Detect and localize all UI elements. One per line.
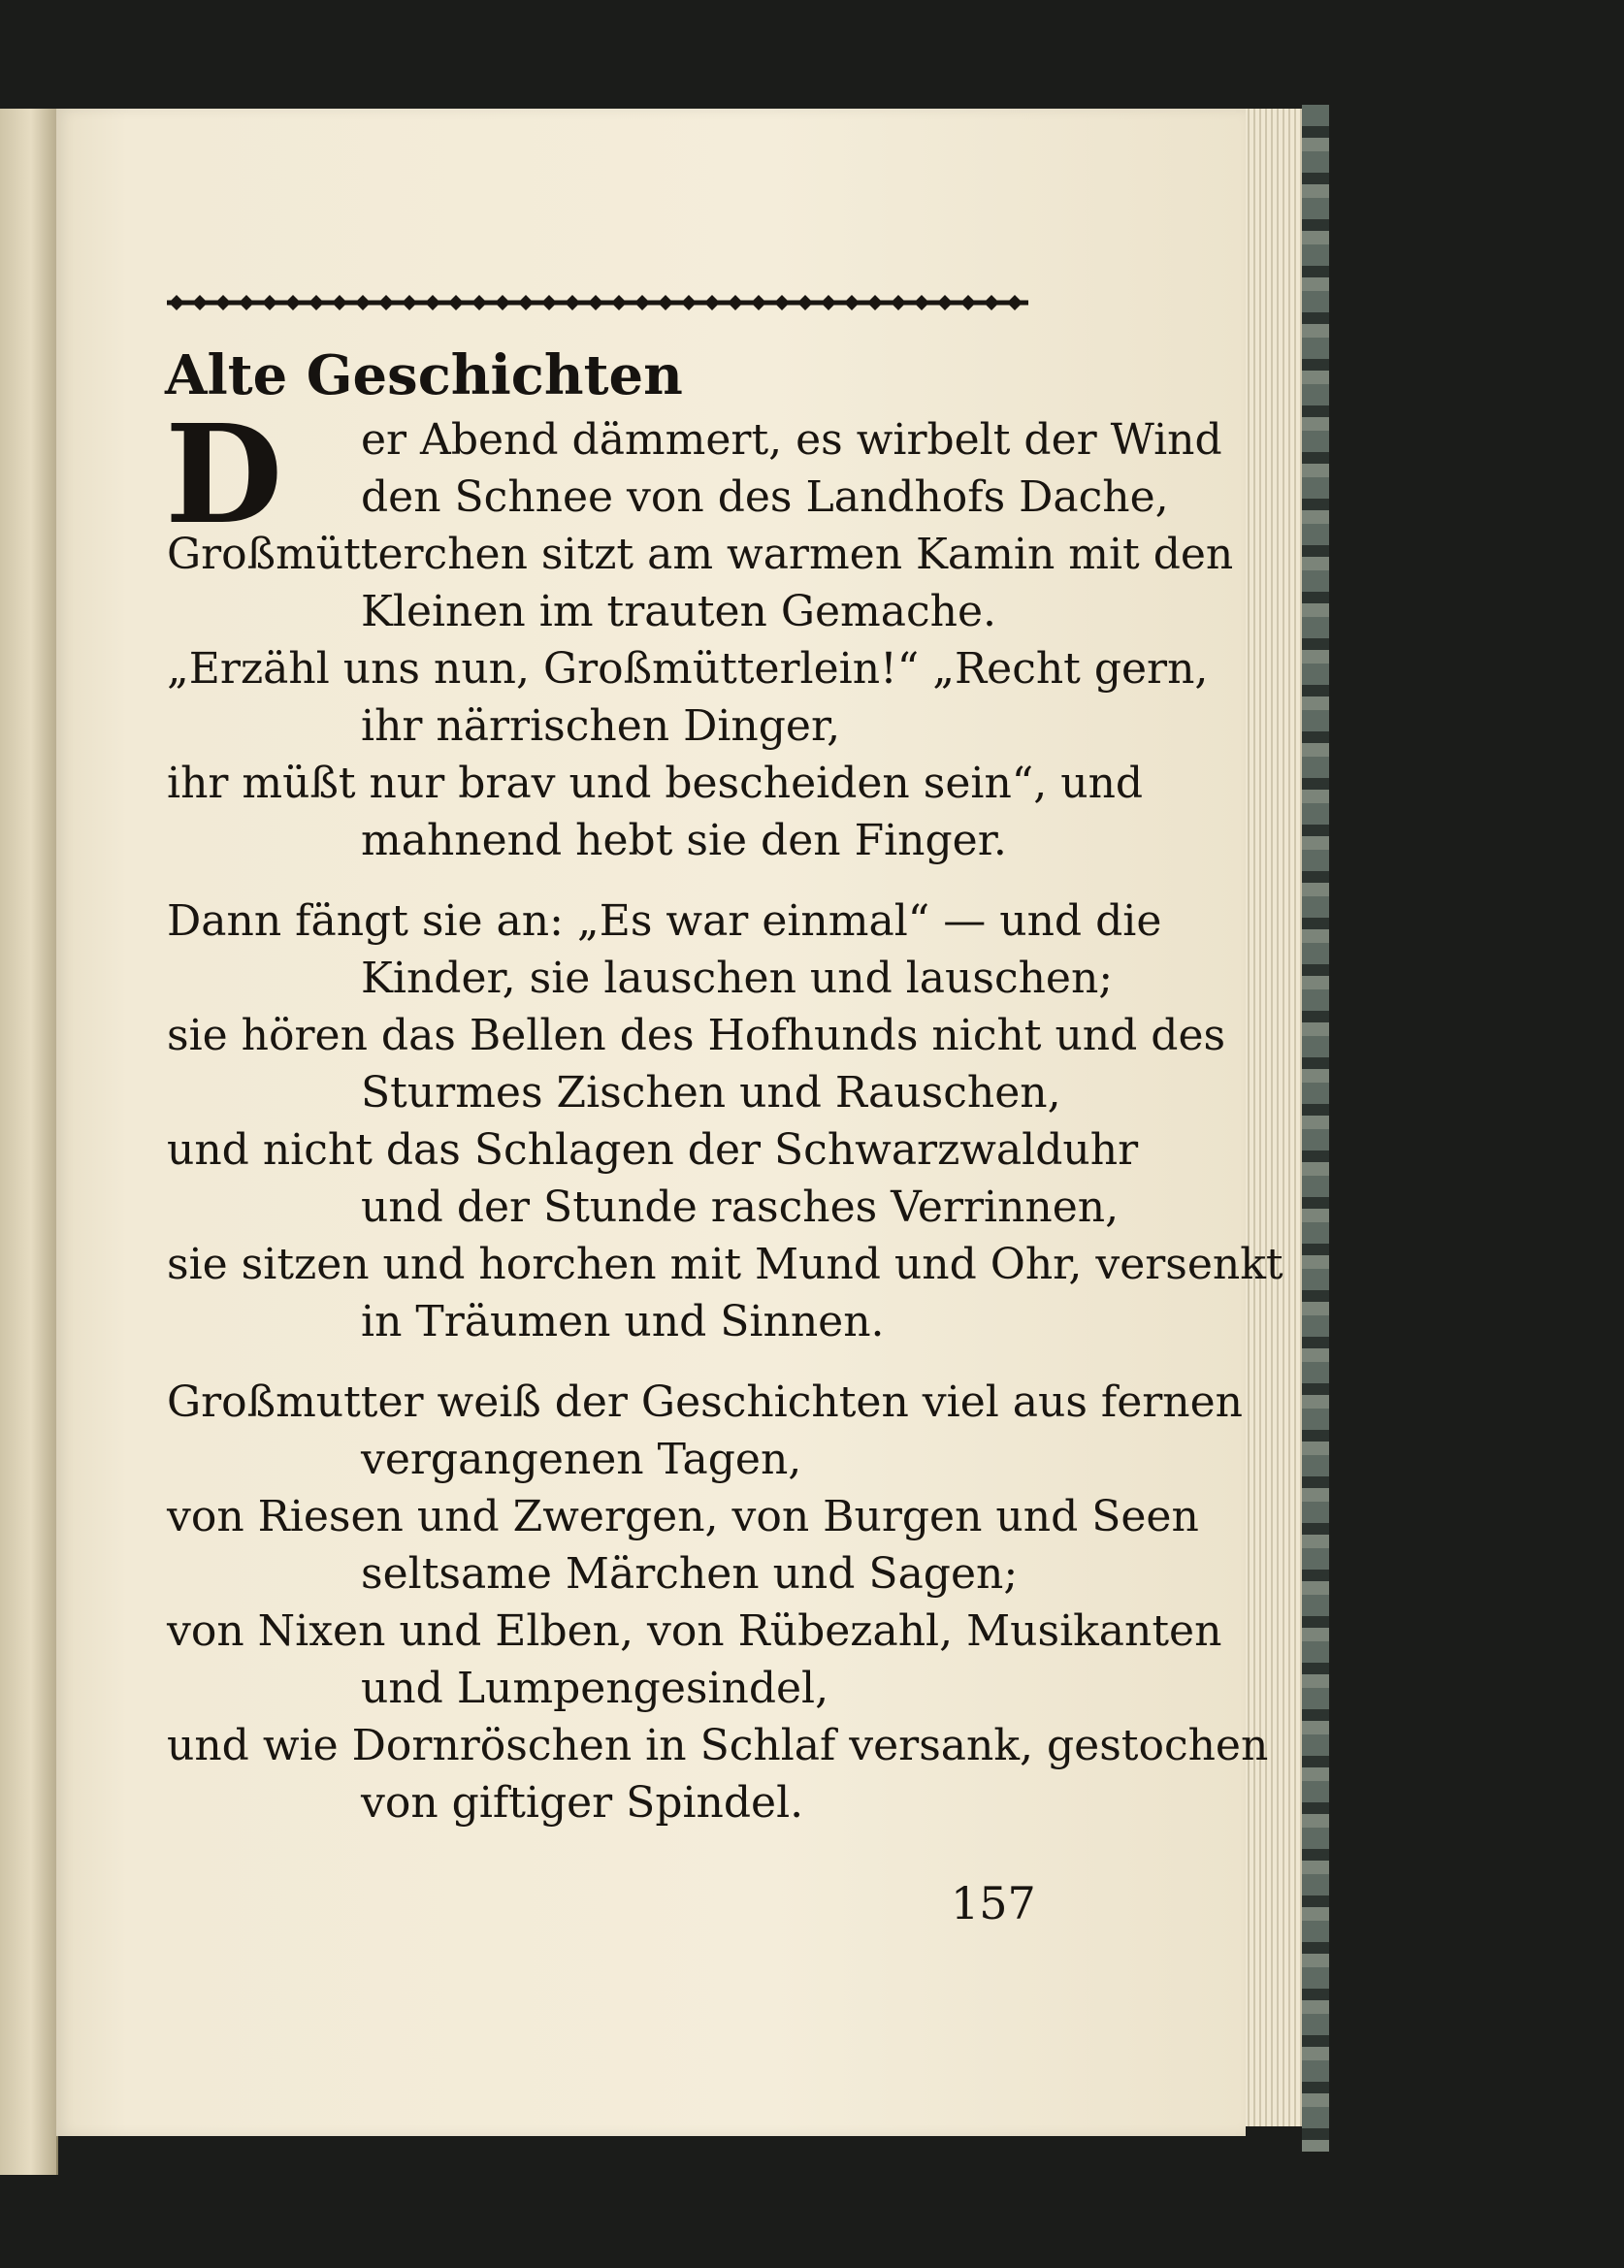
- ornament-diamond: [239, 295, 254, 310]
- facing-page-edge: [0, 109, 58, 2175]
- ornament-diamond: [704, 295, 720, 310]
- ornament-diamond: [611, 295, 627, 310]
- poem-line: ihr müßt nur brav und bescheiden sein“, und: [167, 759, 1144, 808]
- poem-line: Großmütterchen sitzt am warmen Kamin mit den: [167, 530, 1234, 579]
- poem-line: und der Stunde rasches Verrinnen,: [361, 1183, 1120, 1232]
- ornament-diamond: [797, 295, 813, 310]
- poem-line: Kinder, sie lauschen und lauschen;: [361, 954, 1114, 1003]
- poem-line: Dann fängt sie an: „Es war einmal“ — und die: [167, 896, 1162, 946]
- poem-line: seltsame Märchen und Sagen;: [361, 1549, 1019, 1599]
- poem-line: und nicht das Schlagen der Schwarzwalduhr: [167, 1125, 1139, 1175]
- ornament-diamond: [867, 295, 883, 310]
- ornament-diamond: [355, 295, 371, 310]
- ornament-diamond: [914, 295, 929, 310]
- ornamental-rule: [167, 291, 1028, 314]
- ornament-diamond: [634, 295, 650, 310]
- ornament-diamond: [821, 295, 836, 310]
- ornament-diamond: [751, 295, 766, 310]
- ornament-diamond: [588, 295, 603, 310]
- poem-line: vergangenen Tagen,: [361, 1435, 802, 1484]
- poem-title: Alte Geschichten: [165, 343, 683, 407]
- page-number: 157: [951, 1877, 1036, 1929]
- poem-line: er Abend dämmert, es wirbelt der Wind: [361, 415, 1222, 465]
- poem-line: und wie Dornröschen in Schlaf versank, gestochen: [167, 1721, 1269, 1770]
- ornament-diamond: [285, 295, 301, 310]
- ornament-diamond: [728, 295, 743, 310]
- ornament-diamond: [681, 295, 697, 310]
- ornament-diamond: [960, 295, 976, 310]
- ornament-diamond: [495, 295, 510, 310]
- ornament-diamond: [471, 295, 487, 310]
- ornament-diamond: [448, 295, 464, 310]
- poem-line: Sturmes Zischen und Rauschen,: [361, 1068, 1061, 1118]
- ornament-diamond: [402, 295, 417, 310]
- ornament-diamond: [891, 295, 906, 310]
- poem-line: mahnend hebt sie den Finger.: [361, 816, 1007, 865]
- ornament-diamond: [332, 295, 347, 310]
- ornament-diamond: [192, 295, 208, 310]
- ornament-diamond: [262, 295, 277, 310]
- ornament-diamond: [937, 295, 953, 310]
- poem-line: von Riesen und Zwergen, von Burgen und Seen: [167, 1492, 1199, 1541]
- ornament-diamond: [658, 295, 673, 310]
- poem-line: Kleinen im trauten Gemache.: [361, 587, 997, 636]
- poem-line: und Lumpengesindel,: [361, 1664, 829, 1713]
- ornament-diamond: [774, 295, 790, 310]
- ornament-diamond: [565, 295, 580, 310]
- ornament-diamond: [541, 295, 557, 310]
- poem-line: ihr närrischen Dinger,: [361, 701, 841, 751]
- poem-line: in Träumen und Sinnen.: [361, 1297, 885, 1346]
- poem-line: Großmutter weiß der Geschichten viel aus fernen: [167, 1377, 1244, 1427]
- poem-line: den Schnee von des Landhofs Dache,: [361, 472, 1169, 522]
- ornament-diamond: [215, 295, 231, 310]
- ornament-diamond: [425, 295, 440, 310]
- ornament-diamond: [518, 295, 534, 310]
- drop-cap: D: [165, 396, 283, 555]
- ornament-diamond: [984, 295, 999, 310]
- ornament-diamond: [844, 295, 860, 310]
- ornament-diamond: [309, 295, 324, 310]
- poem-line: „Erzähl uns nun, Großmütterlein!“ „Recht gern,: [167, 644, 1209, 694]
- ornament-diamond: [378, 295, 394, 310]
- poem-line: sie hören das Bellen des Hofhunds nicht und des: [167, 1011, 1226, 1060]
- ornament-diamond: [1007, 295, 1023, 310]
- book-cover-edge: [1302, 105, 1329, 2152]
- poem-line: sie sitzen und horchen mit Mund und Ohr, versenkt: [167, 1240, 1283, 1289]
- page-block-edges: [1244, 109, 1304, 2126]
- poem-line: von Nixen und Elben, von Rübezahl, Musikanten: [167, 1606, 1222, 1656]
- ornament-diamond: [169, 295, 184, 310]
- poem-line: von giftiger Spindel.: [361, 1778, 804, 1828]
